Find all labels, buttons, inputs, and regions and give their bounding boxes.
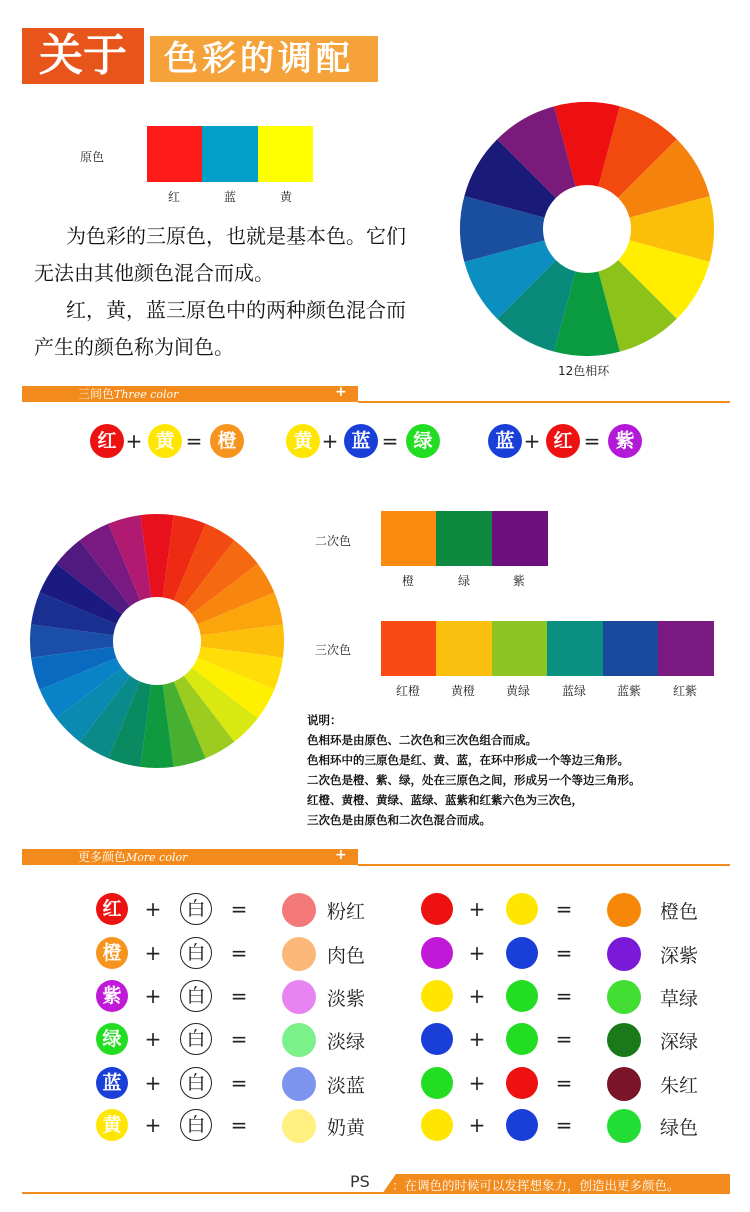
secondary-swatch-orange [381,511,436,566]
mix-circle [421,1023,453,1055]
mix-circle [421,937,453,969]
result-label: 橙色 [660,901,699,923]
tertiary-swatch [381,621,436,676]
tertiary-name: 蓝紫 [617,684,642,698]
color-wheel-24 [29,513,285,769]
result-circle [607,893,641,927]
tertiary-name: 红橙 [396,684,421,698]
result-circle [282,980,316,1014]
plus-sign: + [523,429,541,453]
section-banner-more-color [22,849,730,865]
banner-bar [22,849,358,865]
tertiary-swatch [547,621,603,676]
mix-circle [421,1067,453,1099]
result-circle [607,1109,641,1143]
notes [307,710,747,830]
tertiary-name: 黄橙 [451,684,476,698]
mix-circle: 紫 [96,980,128,1012]
plus-sign: + [125,429,143,453]
mix-circle: 蓝 [96,1067,128,1099]
notes-line: 二次色是橙、紫、绿，处在三原色之间，形成另一个等边三角形。 [307,773,641,787]
equals-sign: = [230,1027,248,1051]
notes-line: 色相环是由原色、二次色和三次色组合而成。 [307,733,537,747]
result-circle: 橙 [210,424,244,458]
plus-sign: + [144,1071,162,1095]
result-circle [607,1023,641,1057]
equals-sign: = [230,897,248,921]
primary-swatches [147,126,313,182]
secondary-swatches [381,511,548,566]
equals-sign: = [230,1113,248,1137]
mix-circle: 黄 [148,424,182,458]
plus-sign: + [144,941,162,965]
banner-line [358,401,730,403]
result-label: 深绿 [660,1031,699,1053]
equals-sign: = [555,941,573,965]
result-circle: 绿 [406,424,440,458]
mix-circle [506,980,538,1012]
plus-sign: + [468,1071,486,1095]
banner-title-cn: 更多颜色 [78,850,127,864]
plus-sign: + [321,429,339,453]
plus-sign: + [144,1113,162,1137]
mix-circle [506,937,538,969]
secondary-swatch-purple [492,511,548,566]
equals-sign: = [185,429,203,453]
mix-circle: 蓝 [344,424,378,458]
result-circle [607,937,641,971]
footer-ps: PS [350,1172,370,1191]
white-circle: 白 [180,1023,212,1055]
secondary-name-green: 绿 [458,574,471,588]
mix-circle [506,1023,538,1055]
equals-sign: = [381,429,399,453]
tertiary-swatch [603,621,658,676]
tertiary-name: 蓝绿 [562,684,587,698]
result-label: 奶黄 [327,1117,366,1139]
plus-sign: + [468,1027,486,1051]
equals-sign: = [555,1113,573,1137]
mix-circle: 橙 [96,937,128,969]
primary-name-yellow: 黄 [280,190,293,204]
color-wheel-12 [458,100,716,358]
banner-title-en: More color [126,851,188,864]
equals-sign: = [230,941,248,965]
white-circle: 白 [180,893,212,925]
primary-name-blue: 蓝 [224,190,237,204]
banner-plus-icon: + [335,847,347,863]
primary-swatch-blue [202,126,258,182]
equals-sign: = [583,429,601,453]
tertiary-swatch [492,621,547,676]
primary-name-red: 红 [168,190,181,204]
result-label: 绿色 [660,1117,699,1139]
primary-swatch-red [147,126,202,182]
tertiary-swatches [381,621,714,676]
equals-sign: = [555,1027,573,1051]
notes-line: 三次色是由原色和二次色混合而成。 [307,813,491,827]
tertiary-name: 黄绿 [506,684,531,698]
secondary-name-orange: 橙 [402,574,415,588]
result-circle [282,893,316,927]
banner-title-en: Three color [114,388,179,401]
result-label: 淡绿 [327,1031,366,1053]
tertiary-name: 红紫 [673,684,698,698]
result-label: 粉红 [327,901,366,923]
mix-circle [421,1109,453,1141]
equals-sign: = [555,897,573,921]
mix-circle [506,893,538,925]
mix-circle: 黄 [96,1109,128,1141]
white-circle: 白 [180,937,212,969]
banner-bar [22,386,358,402]
result-circle [607,980,641,1014]
plus-sign: + [468,941,486,965]
plus-sign: + [468,897,486,921]
equals-sign: = [555,1071,573,1095]
white-circle: 白 [180,980,212,1012]
tertiary-swatch [436,621,492,676]
mix-circle: 红 [546,424,580,458]
mix-circle: 黄 [286,424,320,458]
section-banner-three-color [22,386,730,402]
title-main: 关于 [22,28,144,84]
result-label: 深紫 [660,945,699,967]
mix-circle [506,1109,538,1141]
tertiary-label: 三次色 [315,643,352,657]
result-circle [607,1067,641,1101]
banner-plus-icon: + [335,384,347,400]
banner-line [358,864,730,866]
title-sub: 色彩的调配 [150,36,378,82]
plus-sign: + [144,897,162,921]
mix-circle [421,980,453,1012]
mix-circle [506,1067,538,1099]
intro-line: 红，黄，蓝三原色中的两种颜色混合而 [66,298,406,322]
result-label: 淡蓝 [327,1075,366,1097]
result-label: 淡紫 [327,988,366,1010]
secondary-name-purple: 紫 [513,574,526,588]
result-circle: 紫 [608,424,642,458]
mix-circle: 红 [96,893,128,925]
intro-line: 为色彩的三原色，也就是基本色。它们 [66,224,406,248]
plus-sign: + [144,984,162,1008]
tertiary-swatch [658,621,714,676]
secondary-swatch-green [436,511,492,566]
white-circle: 白 [180,1109,212,1141]
result-circle [282,1023,316,1057]
result-circle [282,1109,316,1143]
result-circle [282,1067,316,1101]
notes-line: 红橙、黄橙、黄绿、蓝绿、蓝紫和红紫六色为三次色， [307,793,583,807]
primary-label: 原色 [80,150,105,164]
banner-title-cn: 三间色 [78,387,115,401]
intro-line: 无法由其他颜色混合而成。 [34,261,274,285]
mix-circle: 蓝 [488,424,522,458]
result-label: 草绿 [660,988,699,1010]
notes-line: 色相环中的三原色是红、黄、蓝，在环中形成一个等边三角形。 [307,753,629,767]
mix-circle [421,893,453,925]
secondary-label: 二次色 [315,534,352,548]
equals-sign: = [555,984,573,1008]
mix-circle: 红 [90,424,124,458]
result-label: 肉色 [327,945,366,967]
result-label: 朱红 [660,1075,699,1097]
intro-line: 产生的颜色称为间色。 [34,335,234,359]
equals-sign: = [230,984,248,1008]
plus-sign: + [468,1113,486,1137]
plus-sign: + [144,1027,162,1051]
footer-text: ：在调色的时候可以发挥想象力，创造出更多颜色。 [392,1178,680,1193]
white-circle: 白 [180,1067,212,1099]
mix-circle: 绿 [96,1023,128,1055]
equals-sign: = [230,1071,248,1095]
plus-sign: + [468,984,486,1008]
primary-swatch-yellow [258,126,313,182]
result-circle [282,937,316,971]
wheel12-caption: 12色相环 [558,364,610,378]
notes-title: 说明： [307,713,342,727]
intro-text [34,218,454,366]
